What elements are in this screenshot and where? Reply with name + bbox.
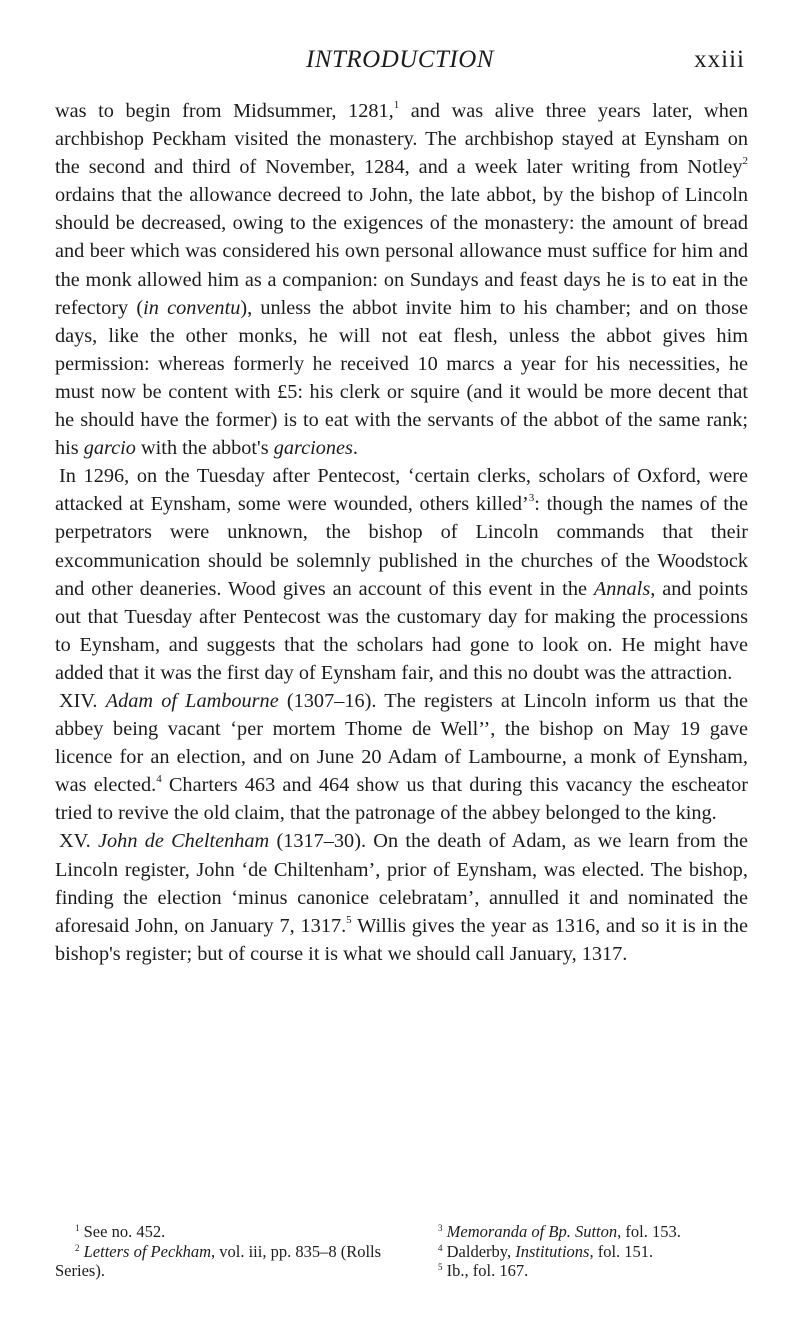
footnote-1: $^1$ See no. 452. xyxy=(75,1222,166,1241)
main-text xyxy=(55,97,748,968)
footnote-ref-2: 2 xyxy=(742,155,748,168)
footnote-5: $^5$ Ib., fol. 167. xyxy=(438,1261,529,1280)
footnote-4: $^4$ Dalderby, Institutions, fol. 151. xyxy=(438,1241,654,1261)
footnote-ref-5: 5 xyxy=(346,913,352,926)
page-number: xxiii xyxy=(694,46,745,73)
footnote-2: $^2$ Letters of Peckham, vol. iii, pp. 835–8 (Rolls Series). xyxy=(55,1241,382,1280)
footnotes-right-column xyxy=(418,1222,748,1281)
paragraph-peckham-visit: was to begin from Midsummer, 1281,$^1$ and was alive three years later, when archbishop Peckham visited the monastery. The archbishop stayed at Eynsham on the second and third of November, 1284, and a week later writing from Notley$^2$ ordains that the allowance decreed to John, the late abbot, by the bishop of Lincoln should be decreased, owing to the exigences of the monastery: the amount of bread and beer which was considered his own personal allowance must suffice for him and the monk allowed him as a companion: on Sundays and feast days he is to eat in the refectory (in conventu), unless the abbot invite him to his chamber; and on those days, like the other monks, he will not eat flesh, unless the abbot gives him permission: whereas formerly he received 10 marcs a year for his necessities, he must now be content with £5: his clerk or squire (and it would be more decent that he should have the former) is to eat with the servants of the abbot of the same rank; his garcio with the abbot's garciones. xyxy=(55,99,748,460)
running-head xyxy=(55,46,745,78)
footnote-ref-4: 4 xyxy=(156,773,162,786)
section-heading-john: John de Cheltenham xyxy=(98,830,270,853)
footnote-ref-1: 1 xyxy=(393,99,400,111)
footnote-ref-3: 3 xyxy=(528,492,535,505)
paragraph-adam-of-lambourne: XIV. Adam of Lambourne (1307–16). The registers at Lincoln inform us that the abbey being vacant ‘per mortem Thome de Well’’, the bishop on May 19 gave licence for an election, and on June 20 Adam of Lambourne, a monk of Eynsham, was elected.$^4$ Charters 463 and 464 show us that during this vacancy the escheator tried to revive the old claim, that the patronage of the abbey belonged to the king. xyxy=(55,689,748,825)
paragraph-john-de-cheltenham: XV. John de Cheltenham (1317–30). On the death of Adam, as we learn from the Lincoln register, John ‘de Chiltenham’, prior of Eynsham, was elected. The bishop, finding the election ‘minus canonice celebratam’, annulled it and nominated the aforesaid John, on January 7, 1317.$^5$ Willis gives the year as 1316, and so it is in the bishop's register; but of course it is what we should call January, 1317. xyxy=(55,830,748,965)
paragraph-1296-attack: In 1296, on the Tuesday after Pentecost, ‘certain clerks, scholars of Oxford, were attacked at Eynsham, some were wounded, others killed’$^3$: though the names of the perpetrators were unknown, the bishop of Lincoln commands that their excommunication should be solemnly published in the churches of the Woodstock and other deaneries. Wood gives an account of this event in the Annals, and points out that Tuesday after Pentecost was the customary day for making the processions to Eynsham, and suggests that the scholars had gone to look on. He might have added that it was the first day of Eynsham fair, and this no doubt was the attraction. xyxy=(55,465,748,684)
footnote-3: $^3$ Memoranda of Bp. Sutton, fol. 153. xyxy=(438,1222,681,1241)
footnotes-left-column xyxy=(55,1222,400,1281)
footnotes xyxy=(55,1222,748,1281)
running-title: INTRODUCTION xyxy=(306,46,494,73)
section-heading-adam: Adam of Lambourne xyxy=(105,689,279,712)
